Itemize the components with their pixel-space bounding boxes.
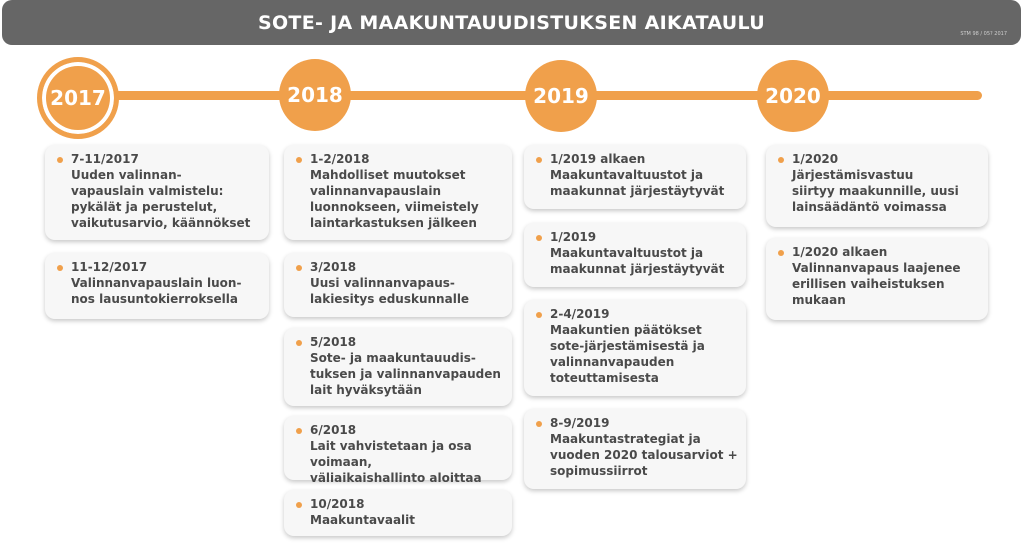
bullet-icon [296, 157, 302, 163]
milestone-date: 7-11/2017 [71, 152, 139, 166]
milestone-date: 1/2019 alkaen [550, 152, 646, 166]
milestone-date: 2-4/2019 [550, 307, 610, 321]
page-title: SOTE- JA MAAKUNTAUUDISTUKSEN AIKATAULU [258, 11, 765, 34]
bullet-icon [778, 250, 784, 256]
milestone-card [284, 253, 512, 317]
bullet-icon [536, 421, 542, 427]
milestone-card [284, 490, 512, 536]
milestone-text: Järjestämisvastuu siirtyy maakunnille, uusi lainsäädäntö voimassa [792, 168, 959, 214]
milestone-date: 1-2/2018 [310, 152, 370, 166]
milestone-date: 8-9/2019 [550, 416, 610, 430]
milestone-text: Valinnanvapaus laajenee erillisen vaiheistuksen mukaan [792, 261, 961, 307]
bullet-icon [296, 428, 302, 434]
milestone-date: 1/2020 alkaen [792, 245, 888, 259]
milestone-card [284, 145, 512, 240]
milestone-card [524, 300, 746, 396]
milestone-date: 10/2018 [310, 497, 365, 511]
milestone-card [766, 238, 988, 320]
milestone-card [524, 145, 746, 209]
milestone-card [524, 223, 746, 287]
bullet-icon [296, 340, 302, 346]
milestone-text: Maakuntavaltuustot ja maakunnat järjestäytyvät [550, 246, 725, 276]
milestone-text: Lait vahvistetaan ja osa voimaan, väliaikaishallinto aloittaa [310, 439, 482, 485]
milestone-text: Uusi valinnanvapaus- lakiesitys eduskunnalle [310, 276, 470, 306]
milestone-card [45, 253, 269, 319]
bullet-icon [536, 312, 542, 318]
milestone-text: Mahdolliset muutokset valinnanvapauslain luonnokseen, viimeistely laintarkastuksen jälkeen [310, 168, 479, 230]
milestone-text: Maakuntastrategiat ja vuoden 2020 talousarviot + sopimussiirrot [550, 432, 738, 478]
milestone-text: Maakuntavaltuustot ja maakunnat järjestäytyvät [550, 168, 725, 198]
milestone-date: 1/2020 [792, 152, 839, 166]
milestone-card [284, 416, 512, 485]
milestone-text: Sote- ja maakuntauudis- tuksen ja valinnanvapauden lait hyväksytään [310, 351, 501, 397]
bullet-icon [536, 157, 542, 163]
milestone-date: 11-12/2017 [71, 260, 148, 274]
milestone-date: 3/2018 [310, 260, 357, 274]
milestone-text: Maakuntavaalit [310, 513, 416, 527]
bullet-icon [778, 157, 784, 163]
bullet-icon [296, 502, 302, 508]
milestone-text: Uuden valinnan- vapauslain valmistelu: pykälät ja perustelut, vaikutusarvio, käännökset [71, 168, 251, 230]
bullet-icon [57, 157, 63, 163]
milestone-card [45, 145, 269, 240]
bullet-icon [57, 265, 63, 271]
milestone-text: Valinnanvapauslain luon- nos lausuntokierroksella [71, 276, 242, 306]
document-code: STM 98 / 05? 2017 [960, 31, 1007, 37]
year-circle-2018: 2018 [279, 59, 351, 131]
year-circle-2019: 2019 [525, 60, 597, 132]
milestone-text: Maakuntien päätökset sote-järjestämisestä ja valinnanvapauden toteuttamisesta [550, 323, 705, 385]
milestone-card [766, 145, 988, 227]
milestone-date: 6/2018 [310, 423, 357, 437]
title-bar [2, 0, 1021, 45]
milestone-card [284, 328, 512, 406]
milestone-date: 1/2019 [550, 230, 597, 244]
year-circle-2020: 2020 [757, 60, 829, 132]
milestone-card [524, 409, 746, 489]
year-circle-2017: 2017 [37, 57, 119, 139]
milestone-date: 5/2018 [310, 335, 357, 349]
bullet-icon [536, 235, 542, 241]
bullet-icon [296, 265, 302, 271]
